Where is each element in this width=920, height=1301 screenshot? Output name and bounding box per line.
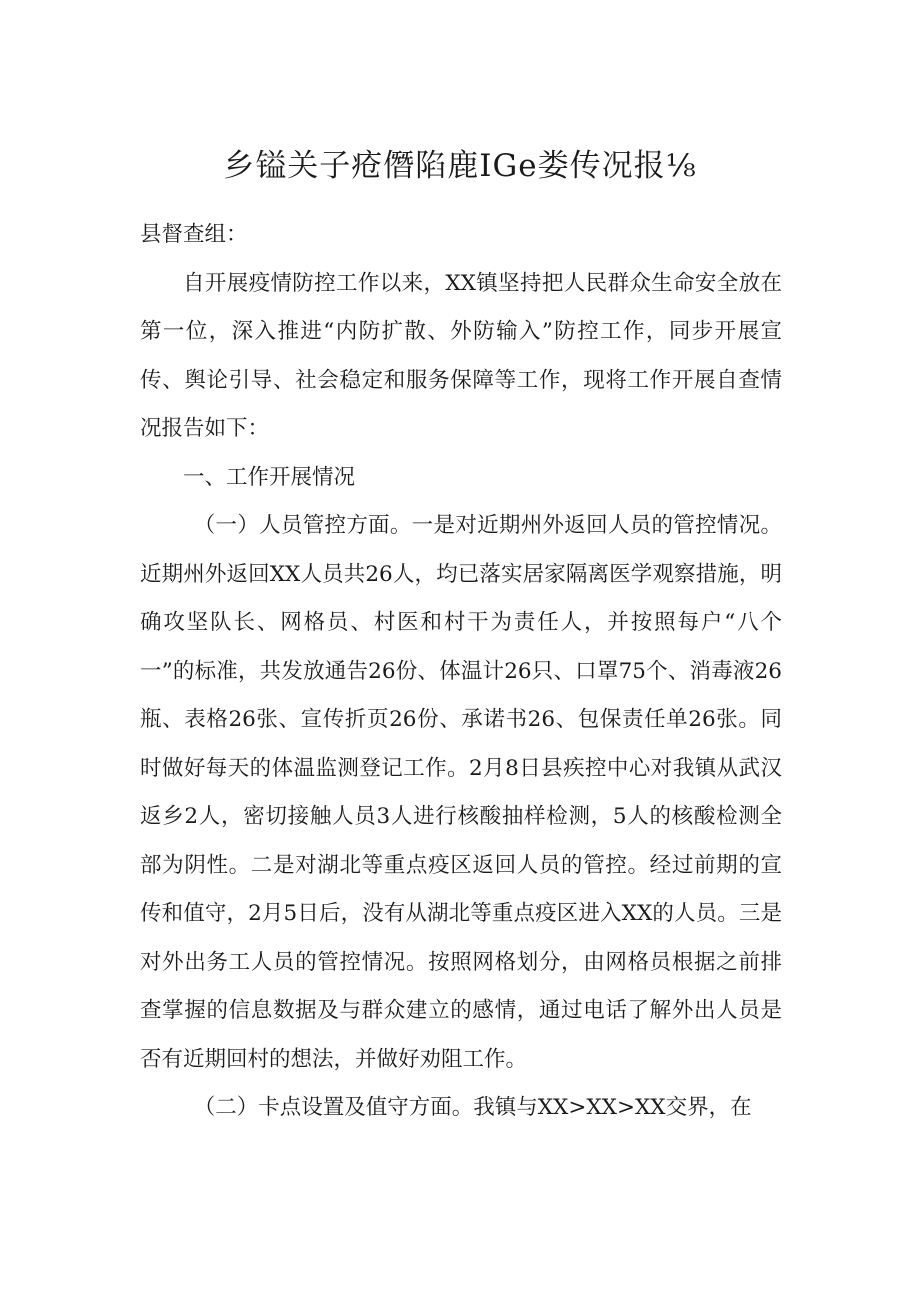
- intro-paragraph: 自开展疫情防控工作以来，XX镇坚持把人民群众生命安全放在第一位，深入推进“内防扩散、外防输入”防控工作，同步开展宣传、舆论引导、社会稳定和服务保障等工作，现将工作开展自查情况报告如下：: [140, 270, 782, 441]
- document-title: 乡镒关子疮僭陷鹿IGe娄传况报⅛: [223, 148, 697, 184]
- paragraph-personnel-control: （一）人员管控方面。一是对近期州外返回人员的管控情况。近期州外返回XX人员共26人，均已落实居家隔离医学观察措施，明确攻坚队长、网格员、村医和村干为责任人，并按照每户“八个一”的标准，共发放通告26份、体温计26只、口罩75个、消毒液26瓶、表格26张、宣传折页26份、承诺书26、包保责任单26张。同时做好每天的体温监测登记工作。2月8日县疾控中心对我镇从武汉返乡2人，密切接触人员3人进行核酸抽样检测，5人的核酸检测全部为阴性。二是对湖北等重点疫区返回人员的管控。经过前期的宣传和值守，2月5日后，没有从湖北等重点疫区进入XX的人员。三是对外出务工人员的管控情况。按照网格划分，由网格员根据之前排查掌握的信息数据及与群众建立的感情，通过电话了解外出人员是否有近期回村的想法，并做好劝阻工作。: [140, 513, 782, 1072]
- paragraph-checkpoint: （二）卡点设置及值守方面。我镇与XX>XX>XX交界，在: [193, 1095, 752, 1120]
- section-heading: 一、工作开展情况: [183, 464, 356, 490]
- document-body: [140, 211, 782, 1133]
- salutation: 县督查组：: [140, 222, 248, 247]
